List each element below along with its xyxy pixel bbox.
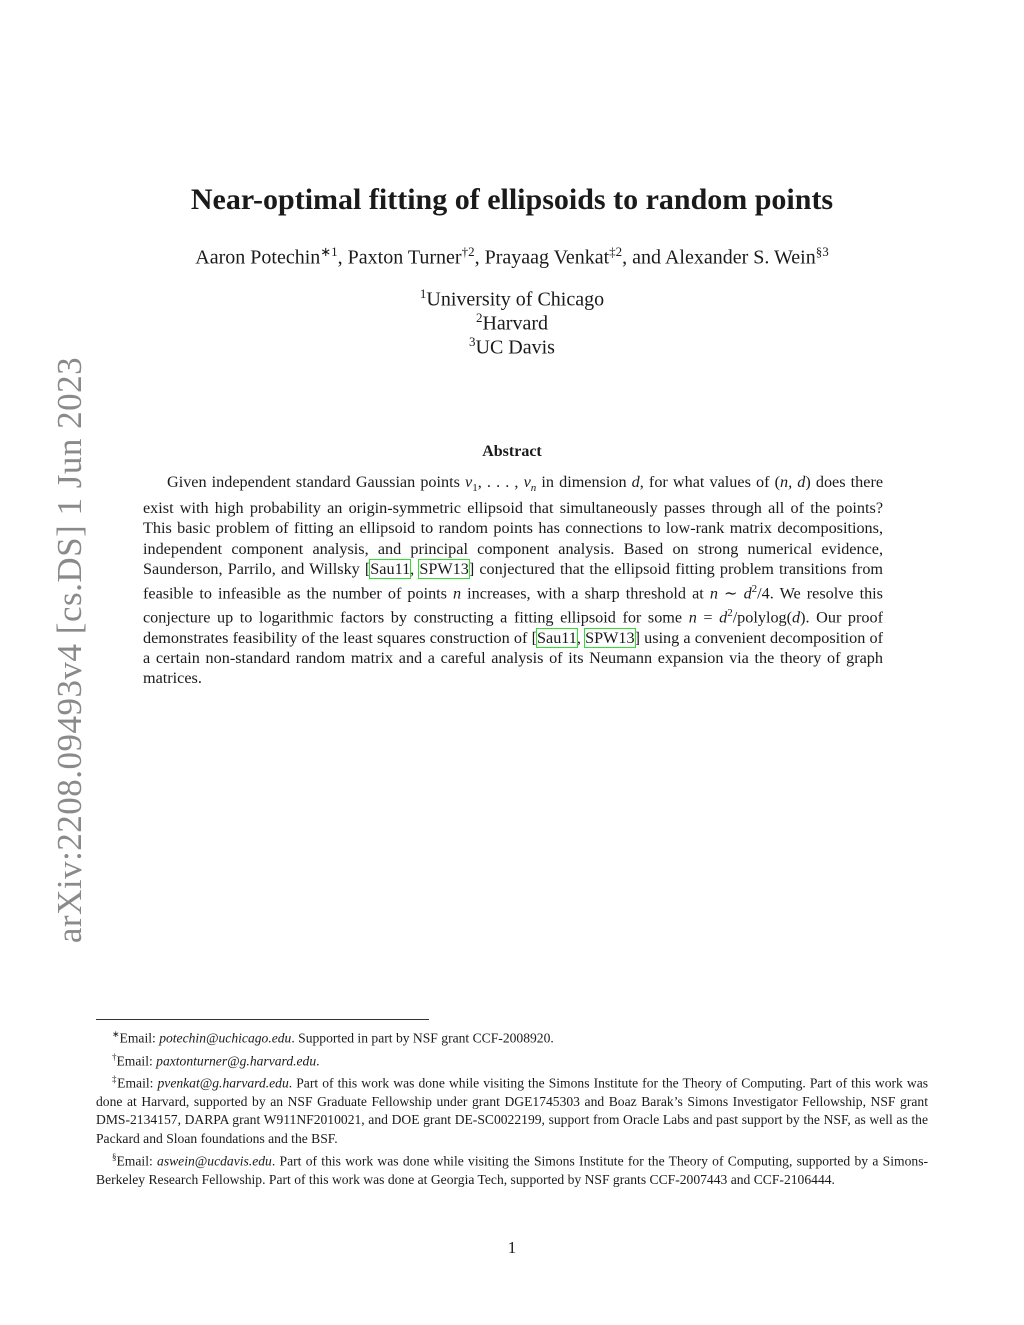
author-mark: §3	[815, 244, 829, 259]
footnote-label: Email:	[117, 1076, 158, 1091]
math-symbol: n, d	[780, 473, 806, 491]
author-separator: ,	[337, 246, 348, 269]
author-name: Alexander S. Wein	[664, 246, 816, 269]
footnote-mark: ‡	[112, 1074, 118, 1085]
abstract-text: ∼	[717, 584, 744, 603]
footnotes	[96, 1025, 928, 1189]
author-mark: ∗1	[320, 244, 338, 259]
abstract-text: ,	[410, 559, 420, 578]
affiliation-name: University of Chicago	[426, 288, 605, 311]
footnote-text: .	[316, 1053, 320, 1069]
footnote	[96, 1025, 928, 1048]
affiliation	[0, 334, 1024, 360]
math-symbol: d	[792, 608, 801, 627]
citation-link[interactable]: SPW13	[585, 628, 635, 647]
author-separator: , and	[622, 246, 665, 269]
footnote	[96, 1148, 928, 1189]
math-symbol: n	[530, 482, 537, 495]
math-symbol: d	[631, 473, 640, 491]
affiliation-number: 1	[419, 286, 427, 301]
abstract-text: ,	[576, 628, 586, 647]
abstract-text: 2	[751, 582, 758, 595]
footnote-label: Email:	[116, 1153, 158, 1169]
footnote-text: . Supported in part by NSF grant CCF-2008920.	[291, 1030, 554, 1046]
author-separator: ,	[474, 246, 485, 269]
footnote-mark: †	[112, 1051, 117, 1062]
author-name: Paxton Turner	[347, 246, 462, 269]
math-symbol: v	[523, 473, 531, 491]
affiliation	[0, 286, 1024, 312]
abstract-text: =	[696, 608, 720, 627]
paper-title: Near-optimal fitting of ellipsoids to random points	[190, 183, 834, 216]
abstract-text: , for what values of (	[639, 473, 780, 491]
affiliation-name: Harvard	[482, 312, 549, 335]
citation-link[interactable]: Sau11	[537, 628, 577, 647]
footnote-email-link[interactable]: aswein@ucdavis.edu	[157, 1153, 272, 1169]
author-mark: ‡2	[609, 244, 623, 259]
abstract-text: ] using a convenient decomposition of a certain non-standard random matrix and a careful analysis of its Neumann expansion via the theory of graph matrices.	[143, 628, 883, 687]
footnote-email-link[interactable]: potechin@uchicago.edu	[159, 1030, 292, 1046]
author-mark: †2	[461, 244, 475, 259]
affiliation-number: 2	[475, 310, 483, 325]
abstract-text: increases, with a sharp threshold at	[461, 584, 710, 603]
abstract-text: /polylog(	[732, 608, 793, 627]
author-name: Aaron Potechin	[195, 246, 321, 269]
footnote-label: Email:	[119, 1030, 160, 1046]
abstract-body	[143, 472, 883, 688]
affiliation-number: 3	[469, 334, 476, 349]
affiliation	[0, 310, 1024, 336]
footnote-label: Email:	[116, 1053, 157, 1069]
affiliation-name: UC Davis	[475, 336, 555, 359]
math-symbol: n	[709, 584, 718, 603]
abstract-text: ). Our proof demonstrates feasibility of the least squares construction of [	[143, 608, 883, 647]
footnote	[96, 1048, 928, 1071]
arxiv-identifier-stamp: arXiv:2208.09493v4 [cs.DS] 1 Jun 2023	[50, 356, 89, 944]
math-symbol: d	[743, 584, 752, 603]
abstract-text: Given independent standard Gaussian points	[167, 473, 466, 491]
abstract-text: 2	[727, 607, 733, 620]
footnote-mark: ∗	[112, 1029, 120, 1039]
citation-link[interactable]: Sau11	[370, 559, 411, 578]
math-symbol: v	[465, 473, 473, 491]
footnote-email-link[interactable]: pvenkat@g.harvard.edu	[157, 1076, 289, 1091]
footnote-divider	[96, 1019, 429, 1020]
abstract-heading: Abstract	[482, 443, 542, 460]
footnote-email-link[interactable]: paxtonturner@g.harvard.edu	[156, 1053, 317, 1069]
footnote-text: . Part of this work was done while visiting the Simons Institute for the Theory of Computing. Part of this work was done at Harvard, supported by an NSF Graduate Fellowship under grant DGE1745303 and Boaz Barak’s Simons Investigator Fellowship, NSF grant DMS-2134157, DARPA grant W911NF2010021, and DOE grant DE-SC0022199, support from Oracle Labs and past support by the NSF, as well as the Packard and Sloan foundations and the BSF.	[96, 1076, 929, 1146]
math-symbol: d	[719, 608, 728, 627]
abstract-text: , . . . ,	[477, 473, 524, 491]
author-list	[0, 244, 1024, 270]
math-symbol: n	[453, 584, 462, 603]
abstract-text: 1	[472, 482, 478, 495]
abstract-text: in dimension	[536, 473, 632, 491]
footnote-mark: §	[112, 1151, 117, 1162]
math-symbol: n	[688, 608, 697, 627]
abstract-text: ) does there exist with high probability an origin-symmetric ellipsoid that simultaneously passes through all of the points? This basic problem of fitting an ellipsoid to random points has connections to low-rank matrix decompositions, independent component analysis, and principal component analysis. Based on strong numerical evidence, Saunderson, Parrilo, and Willsky [	[143, 473, 884, 578]
citation-link[interactable]: SPW13	[419, 559, 469, 578]
page-number: 1	[507, 1238, 517, 1257]
abstract-text: /4. We resolve this conjecture up to logarithmic factors by constructing a fitting ellipsoid for some	[143, 584, 883, 627]
footnote	[96, 1070, 928, 1147]
abstract-text: ] conjectured that the ellipsoid fitting problem transitions from feasible to infeasible as the number of points	[143, 559, 884, 603]
author-name: Prayaag Venkat	[484, 246, 610, 269]
footnote-text: . Part of this work was done while visiting the Simons Institute for the Theory of Computing, supported by a Simons-Berkeley Research Fellowship. Part of this work was done at Georgia Tech, supported by NSF grants CCF-2007443 and CCF-2106444.	[96, 1153, 929, 1187]
